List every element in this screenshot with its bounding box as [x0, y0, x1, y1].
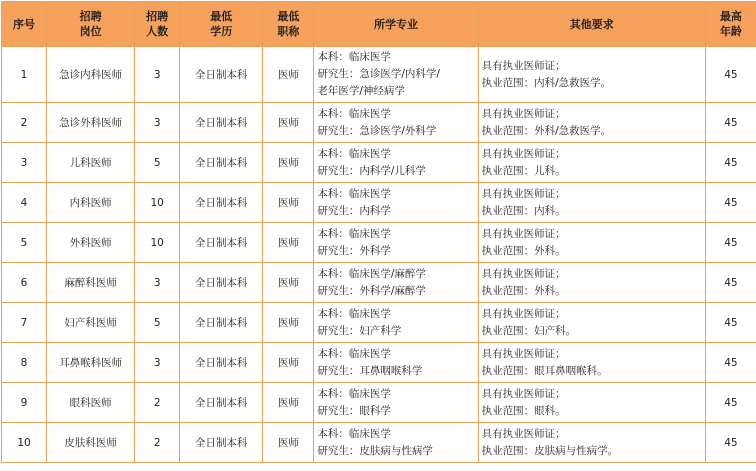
cell-major — [314, 47, 478, 103]
header-education-line: 学历 — [180, 24, 262, 39]
cell-count: 3 — [135, 343, 180, 383]
cell-major-line: 本科：临床医学 — [317, 106, 477, 123]
table-row — [2, 343, 756, 383]
table-row — [2, 263, 756, 303]
cell-position: 儿科医师 — [47, 143, 135, 183]
cell-no: 10 — [2, 423, 47, 463]
header-requirements-line: 其他要求 — [479, 17, 705, 32]
cell-major — [314, 383, 478, 423]
cell-major-line: 研究生：急诊医学/内科学/ — [317, 66, 477, 83]
cell-major — [314, 263, 478, 303]
cell-major — [314, 183, 478, 223]
cell-major-line: 本科：临床医学 — [317, 49, 477, 66]
header-row — [2, 2, 756, 47]
cell-major-line: 老年医学/神经病学 — [317, 83, 477, 100]
cell-requirements-line: 执业范围：外科/急救医学。 — [482, 123, 705, 140]
cell-major-line: 研究生：眼科学 — [317, 403, 477, 420]
header-major — [314, 2, 478, 47]
table-body — [2, 47, 756, 463]
cell-title: 医师 — [263, 303, 314, 343]
table-row — [2, 303, 756, 343]
cell-requirements-line: 具有执业医师证； — [482, 426, 705, 443]
cell-requirements-line: 具有执业医师证； — [482, 386, 705, 403]
cell-requirements-line: 具有执业医师证； — [482, 146, 705, 163]
cell-major-line: 研究生：急诊医学/外科学 — [317, 123, 477, 140]
header-title-line: 职称 — [263, 24, 313, 39]
cell-education: 全日制本科 — [180, 343, 263, 383]
header-count-line: 人数 — [135, 24, 179, 39]
cell-position: 皮肤科医师 — [47, 423, 135, 463]
cell-requirements — [478, 47, 705, 103]
cell-age: 45 — [705, 303, 756, 343]
table-row — [2, 423, 756, 463]
header-age-line: 最高 — [706, 9, 756, 24]
cell-requirements-line: 执业范围：眼科。 — [482, 403, 705, 420]
cell-requirements-line: 具有执业医师证； — [482, 106, 705, 123]
header-no-line: 序号 — [2, 17, 46, 32]
cell-requirements — [478, 383, 705, 423]
cell-requirements-line: 执业范围：皮肤病与性病学。 — [482, 443, 705, 460]
header-title — [263, 2, 314, 47]
cell-major-line: 本科：临床医学 — [317, 146, 477, 163]
cell-position: 急诊外科医师 — [47, 103, 135, 143]
cell-requirements-line: 具有执业医师证； — [482, 226, 705, 243]
cell-education: 全日制本科 — [180, 47, 263, 103]
header-no — [2, 2, 47, 47]
recruitment-table — [1, 1, 756, 463]
cell-title: 医师 — [263, 383, 314, 423]
cell-position: 眼科医师 — [47, 383, 135, 423]
cell-major — [314, 143, 478, 183]
cell-education: 全日制本科 — [180, 303, 263, 343]
cell-count: 2 — [135, 423, 180, 463]
cell-requirements-line: 具有执业医师证； — [482, 266, 705, 283]
cell-position: 耳鼻喉科医师 — [47, 343, 135, 383]
cell-count: 5 — [135, 303, 180, 343]
cell-no: 3 — [2, 143, 47, 183]
table-row — [2, 383, 756, 423]
cell-position: 麻醉科医师 — [47, 263, 135, 303]
cell-no: 9 — [2, 383, 47, 423]
cell-requirements — [478, 303, 705, 343]
header-count-line: 招聘 — [135, 9, 179, 24]
cell-no: 7 — [2, 303, 47, 343]
cell-major-line: 本科：临床医学 — [317, 346, 477, 363]
cell-age: 45 — [705, 423, 756, 463]
cell-major-line: 本科：临床医学/麻醉学 — [317, 266, 477, 283]
cell-no: 5 — [2, 223, 47, 263]
cell-education: 全日制本科 — [180, 103, 263, 143]
cell-major-line: 研究生：内科学/儿科学 — [317, 163, 477, 180]
cell-major-line: 本科：临床医学 — [317, 226, 477, 243]
cell-requirements-line: 具有执业医师证； — [482, 186, 705, 203]
cell-major-line: 本科：临床医学 — [317, 426, 477, 443]
cell-major-line: 研究生：皮肤病与性病学 — [317, 443, 477, 460]
cell-education: 全日制本科 — [180, 223, 263, 263]
header-major-line: 所学专业 — [314, 17, 477, 32]
table-row — [2, 103, 756, 143]
cell-position: 外科医师 — [47, 223, 135, 263]
cell-age: 45 — [705, 263, 756, 303]
table-row — [2, 223, 756, 263]
table-row — [2, 183, 756, 223]
header-title-line: 最低 — [263, 9, 313, 24]
cell-requirements — [478, 263, 705, 303]
cell-major — [314, 223, 478, 263]
cell-title: 医师 — [263, 223, 314, 263]
cell-age: 45 — [705, 223, 756, 263]
cell-requirements-line: 执业范围：外科。 — [482, 283, 705, 300]
cell-count: 3 — [135, 263, 180, 303]
table-header — [2, 2, 756, 47]
cell-requirements-line: 具有执业医师证； — [482, 58, 705, 75]
cell-title: 医师 — [263, 183, 314, 223]
cell-requirements — [478, 343, 705, 383]
cell-requirements — [478, 183, 705, 223]
cell-age: 45 — [705, 383, 756, 423]
cell-title: 医师 — [263, 343, 314, 383]
cell-position: 内科医师 — [47, 183, 135, 223]
header-count — [135, 2, 180, 47]
table-row — [2, 143, 756, 183]
cell-age: 45 — [705, 343, 756, 383]
header-position-line: 岗位 — [47, 24, 134, 39]
cell-requirements-line: 执业范围：眼耳鼻咽喉科。 — [482, 363, 705, 380]
cell-major-line: 研究生：妇产科学 — [317, 323, 477, 340]
cell-major-line: 本科：临床医学 — [317, 186, 477, 203]
cell-requirements — [478, 423, 705, 463]
cell-education: 全日制本科 — [180, 263, 263, 303]
cell-requirements-line: 执业范围：内科/急救医学。 — [482, 75, 705, 92]
header-position — [47, 2, 135, 47]
cell-count: 5 — [135, 143, 180, 183]
cell-requirements-line: 执业范围：儿科。 — [482, 163, 705, 180]
cell-no: 4 — [2, 183, 47, 223]
cell-title: 医师 — [263, 423, 314, 463]
cell-requirements — [478, 103, 705, 143]
header-age-line: 年龄 — [706, 24, 756, 39]
cell-age: 45 — [705, 47, 756, 103]
cell-count: 2 — [135, 383, 180, 423]
cell-education: 全日制本科 — [180, 143, 263, 183]
cell-age: 45 — [705, 103, 756, 143]
cell-title: 医师 — [263, 47, 314, 103]
cell-requirements-line: 执业范围：妇产科。 — [482, 323, 705, 340]
cell-title: 医师 — [263, 263, 314, 303]
cell-requirements-line: 具有执业医师证； — [482, 346, 705, 363]
cell-major-line: 研究生：外科学 — [317, 243, 477, 260]
cell-major — [314, 303, 478, 343]
header-education-line: 最低 — [180, 9, 262, 24]
cell-education: 全日制本科 — [180, 183, 263, 223]
cell-age: 45 — [705, 183, 756, 223]
header-education — [180, 2, 263, 47]
cell-requirements-line: 具有执业医师证； — [482, 306, 705, 323]
header-position-line: 招聘 — [47, 9, 134, 24]
cell-no: 2 — [2, 103, 47, 143]
cell-major — [314, 423, 478, 463]
cell-count: 10 — [135, 183, 180, 223]
cell-education: 全日制本科 — [180, 383, 263, 423]
header-requirements — [478, 2, 705, 47]
cell-requirements — [478, 143, 705, 183]
header-age — [705, 2, 756, 47]
cell-count: 10 — [135, 223, 180, 263]
cell-age: 45 — [705, 143, 756, 183]
cell-major — [314, 343, 478, 383]
cell-count: 3 — [135, 103, 180, 143]
cell-major-line: 研究生：外科学/麻醉学 — [317, 283, 477, 300]
cell-major-line: 研究生：耳鼻咽喉科学 — [317, 363, 477, 380]
cell-requirements-line: 执业范围：外科。 — [482, 243, 705, 260]
cell-major-line: 本科：临床医学 — [317, 386, 477, 403]
cell-title: 医师 — [263, 103, 314, 143]
cell-count: 3 — [135, 47, 180, 103]
cell-requirements — [478, 223, 705, 263]
cell-no: 1 — [2, 47, 47, 103]
cell-no: 6 — [2, 263, 47, 303]
cell-major — [314, 103, 478, 143]
cell-major-line: 研究生：内科学 — [317, 203, 477, 220]
cell-position: 急诊内科医师 — [47, 47, 135, 103]
cell-requirements-line: 执业范围：内科。 — [482, 203, 705, 220]
cell-education: 全日制本科 — [180, 423, 263, 463]
table-row — [2, 47, 756, 103]
cell-position: 妇产科医师 — [47, 303, 135, 343]
cell-title: 医师 — [263, 143, 314, 183]
cell-major-line: 本科：临床医学 — [317, 306, 477, 323]
cell-no: 8 — [2, 343, 47, 383]
